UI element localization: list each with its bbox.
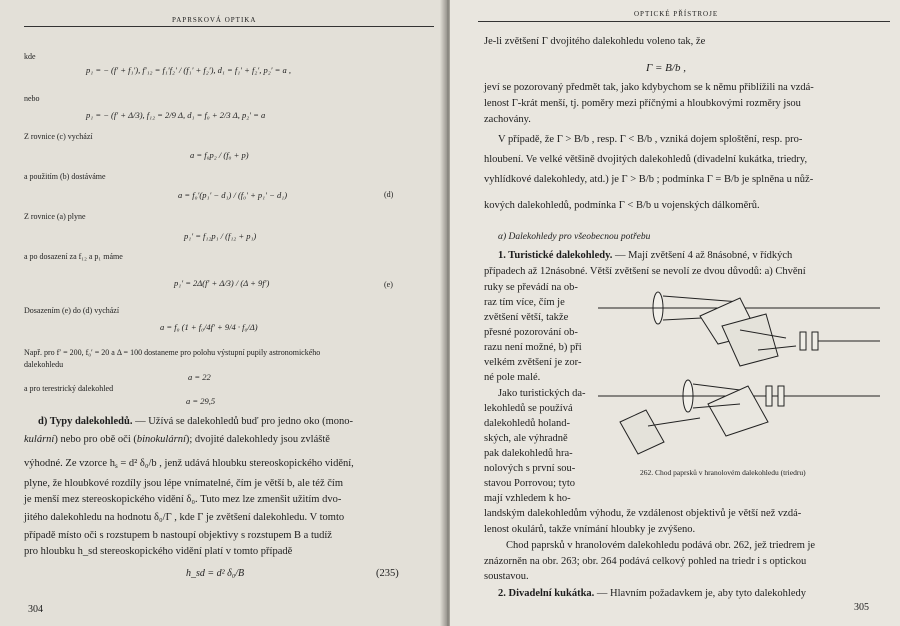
item-2-title: 2. Divadelní kukátka. — [498, 588, 595, 599]
item-1-line-9: né pole malé. — [484, 372, 541, 383]
item-1-line-12: dalekohledů holand- — [484, 418, 571, 429]
figure-262-prism-binocular-diagram — [590, 286, 890, 466]
equation-8: a = 22 — [188, 372, 211, 382]
label-kde: kde — [24, 52, 36, 61]
item-1-line-18: landským dalekohledům výhodu, že vzdálenost objektivů je větší než vzdá- — [484, 508, 802, 519]
equation-235-tag: (235) — [376, 568, 399, 579]
paragraph-4-line-1: Chod paprsků v hranolovém dalekohledu podává obr. 262, jež triedrem je — [506, 540, 816, 551]
left-header-rule — [24, 26, 434, 27]
lower-porro-prism-2 — [620, 410, 664, 454]
equation-5: p₁′ = f₁₂p₁ / (f₁₂ + p₁) — [184, 231, 257, 241]
paragraph-4-line-3: soustavou. — [484, 571, 529, 582]
text-after-substitution: a po dosazení za f₁₂ a p₁ máme — [24, 252, 123, 261]
left-page — [0, 0, 446, 626]
paragraph-2-line-2: lenost Γ-krát menší, tj. poměry mezi příčnými a hloubkovými rozměry jsou — [484, 98, 801, 109]
right-page-number: 305 — [854, 602, 869, 613]
equation-gamma: Γ = B/b , — [646, 62, 686, 74]
text-from-c: Z rovnice (c) vychází — [24, 132, 93, 141]
equation-4-tag: (d) — [384, 190, 394, 199]
left-page-number: 304 — [28, 604, 43, 615]
paragraph-3-line-3: vyhlídkové dalekohledy, atd.) je Γ > B/b ; podmínka Γ = B/b je splněna u nůž- — [484, 174, 814, 185]
lower-eyepiece-lens-2 — [778, 386, 784, 406]
paragraph-2-line-3: zachovány. — [484, 114, 531, 125]
item-1-line-13: ských, ale výhradně — [484, 433, 568, 444]
subsection-alpha-title: α) Dalekohledy pro všeobecnou potřebu — [498, 232, 651, 242]
equation-1: p₁ = − (f′ + f₁′), f′₁₂ = f₁′f₂′ / (f₁′ + f₂′), d₁ = f₁′ + f₂′, p₂′ = a , — [86, 65, 292, 75]
paragraph-3-line-2: hloubení. Ve velké většině dvojitých dalekohledů (divadelní kukátka, triedry, — [484, 154, 808, 165]
item-1-line-11: lekohledů se používá — [484, 403, 573, 414]
right-running-head: OPTICKÉ PŘÍSTROJE — [634, 10, 719, 18]
item-1-line-5: zvětšení větší, takže — [484, 312, 569, 323]
item-1-line-7: razu není možné, b) při — [484, 342, 582, 353]
equation-6: p₁′ = 2Δ(f′ + Δ/3) / (Δ + 9f′) — [174, 278, 270, 288]
paragraph-4-line-2: znázorněn na obr. 263; obr. 264 podává celkový pohled na triedr i s optickou — [484, 556, 807, 567]
equation-2: p₁ = − (f′ + Δ/3), f₁₂ = 2/9 Δ, d₁ = f₀ + 2/3 Δ, p₂′ = a — [86, 110, 266, 120]
text-example-line-1: Např. pro f′ = 200, f₀′ = 20 a Δ = 100 dostaneme pro polohu výstupní pupily astronomického — [24, 348, 321, 357]
section-d-paragraph-8: pro hloubku h_sd stereoskopického vidění platí v tomto případě — [24, 546, 293, 557]
section-d-paragraph-1: d) Typy dalekohledů. — Užívá se dalekohledů buď pro jedno oko (mono- — [38, 416, 353, 427]
equation-6-tag: (e) — [384, 280, 393, 289]
item-1-line-19: lenost okulárů, takže vnímání hloubky je zvýšeno. — [484, 524, 696, 535]
paragraph-2-line-1: jeví se pozorovaný předmět tak, jako kdybychom se k němu přiblížili na vzdá- — [484, 82, 814, 93]
paragraph-1: Je-li zvětšení Γ dvojitého dalekohledu voleno tak, že — [484, 36, 706, 47]
equation-3: a = f₀p₂ / (f₀ + p) — [190, 150, 249, 160]
item-1-line-1: 1. Turistické dalekohledy. — Mají zvětšení 4 až 8násobné, v řídkých — [498, 250, 793, 261]
item-1-line-17: mají vzhledem k ho- — [484, 493, 571, 504]
lower-porro-prism-1 — [708, 386, 768, 436]
paragraph-3-line-1: V případě, že Γ > B/b , resp. Γ < B/b , vzniká dojem sploštění, resp. pro- — [498, 134, 803, 145]
item-1-line-14: pak dalekohledů hra- — [484, 448, 573, 459]
item-1-line-8: velkém zvětšení je zor- — [484, 357, 582, 368]
equation-235: h_sd = d² δ₀/B — [186, 568, 245, 579]
text-terrestrial: a pro terestrický dalekohled — [24, 384, 114, 393]
lower-ray-1 — [693, 384, 740, 390]
item-1-line-3: ruky se převádí na ob- — [484, 282, 578, 293]
label-nebo: nebo — [24, 94, 40, 103]
section-d-paragraph-3: výhodné. Ze vzorce hs = d² δ₀/b , jenž udává hloubku stereoskopického vidění, — [24, 458, 354, 470]
item-1-line-15: nolových s první sou- — [484, 463, 576, 474]
figure-262-caption: 262. Chod paprsků v hranolovém dalekohledu (triedru) — [640, 468, 806, 477]
section-d-paragraph-7: případě místo oči s rozstupem b nastoupí objektivy s rozstupem B a tudíž — [24, 530, 332, 541]
section-d-paragraph-6: jitého dalekohledu na hodnotu δ₀/Γ , kde Γ je zvětšení dalekohledu. V tomto — [24, 512, 345, 523]
item-1-line-16: stavou Porrovou; tyto — [484, 478, 575, 489]
item-1-line-2: případech až 12násobné. Větší zvětšení se nevolí ze dvou důvodů: a) Chvění — [484, 266, 806, 277]
upper-ray-1 — [663, 296, 740, 302]
section-d-paragraph-2: kulární) nebo pro obě oči (binokulární); dvojité dalekohledy jsou zvláště — [24, 434, 330, 445]
section-d-title: d) Typy dalekohledů. — [38, 416, 133, 427]
right-page — [450, 0, 900, 626]
equation-4: a = f₀′(p₁′ − d₁) / (f₀′ + p₁′ − d₁) — [178, 190, 288, 200]
text-substitute-e-d: Dosazením (e) do (d) vychází — [24, 306, 120, 315]
paragraph-3-line-4: kových dalekohledů, podmínka Γ < B/b u vojenských dálkoměrů. — [484, 200, 760, 211]
equation-9: a = 29,5 — [186, 396, 216, 406]
item-1-title: 1. Turistické dalekohledy. — [498, 250, 613, 261]
equation-7: a = f₀ (1 + f₀/4f′ + 9/4 · f₀/Δ) — [160, 322, 258, 332]
lower-eyepiece-lens-1 — [766, 386, 772, 406]
text-example-line-2: dalekohledu — [24, 360, 64, 369]
upper-eyepiece-lens-2 — [812, 332, 818, 350]
item-2-line-1: 2. Divadelní kukátka. — Hlavním požadavkem je, aby tyto dalekohledy — [498, 588, 806, 599]
text-from-a: Z rovnice (a) plyne — [24, 212, 86, 221]
item-1-line-6: přesné pozorování ob- — [484, 327, 578, 338]
lower-ray-3 — [648, 418, 700, 426]
right-header-rule — [478, 21, 890, 22]
item-1-line-4: raz tím více, čím je — [484, 297, 565, 308]
item-1-line-10: Jako turistických da- — [498, 388, 586, 399]
upper-eyepiece-lens-1 — [800, 332, 806, 350]
section-d-paragraph-5: je menší mez stereoskopického vidění δ₀. Tuto mez lze zmenšit užitím dvo- — [24, 494, 342, 505]
left-running-head: PAPRSKOVÁ OPTIKA — [172, 16, 257, 24]
text-using-b: a použitím (b) dostáváme — [24, 172, 106, 181]
section-d-paragraph-4: plyne, že hloubkové rozdíly jsou lépe vnímatelné, čím je větší b, ale též čím — [24, 478, 343, 489]
